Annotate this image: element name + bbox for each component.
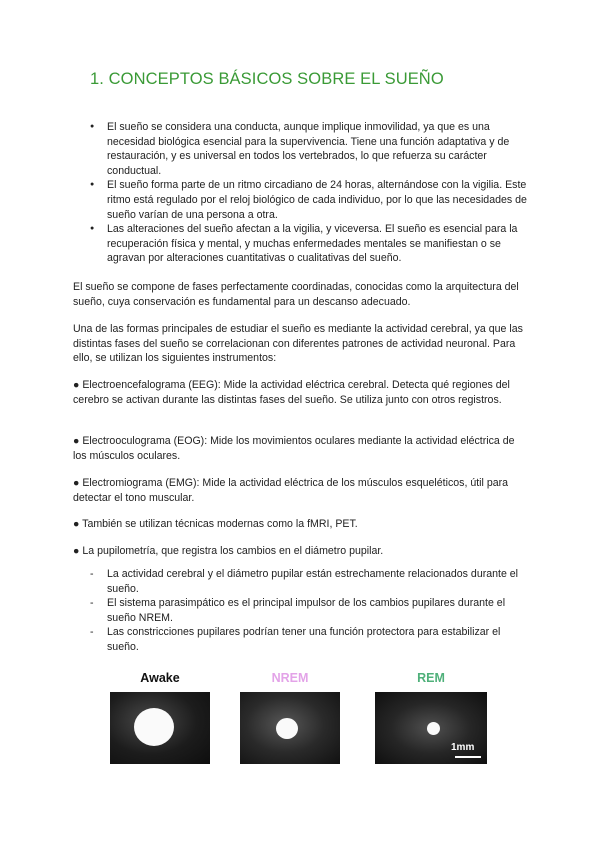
figure-panel-awake	[110, 668, 210, 768]
paragraph-eog: ● Electrooculograma (EOG): Mide los movimientos oculares mediante la actividad eléctrica de los músculos oculares.	[73, 435, 515, 462]
figure-panel-nrem	[240, 668, 340, 768]
bullet-item: ● El sueño se considera una conducta, aunque implique inmovilidad, ya que es una necesidad biológica esencial para la supervivencia. Tiene una función adaptativa y de restauración, y es universal en todos los vertebrados, lo que refuerza su carácter conductual.	[107, 120, 527, 178]
eye-image	[240, 692, 340, 764]
pupil	[276, 718, 298, 739]
paragraph-eeg: ● Electroencefalograma (EEG): Mide la actividad eléctrica cerebral. Detecta qué regiones del cerebro se activan durante las distintas fases del sueño. Se utiliza junto con otros registros.	[73, 379, 510, 406]
bullet-item: ● Las alteraciones del sueño afectan a la vigilia, y viceversa. El sueño es esencial para la recuperación física y mental, y muchas enfermedades mentales se manifiestan o se agravan por alteraciones cuantitativas o cualitativas del sueño.	[107, 222, 527, 266]
dash-item: - La actividad cerebral y el diámetro pupilar están estrechamente relacionados durante el sueño.	[107, 567, 527, 596]
dash-item: - El sistema parasimpático es el principal impulsor de los cambios pupilares durante el sueño NREM.	[107, 596, 527, 625]
bullet-item: ● El sueño forma parte de un ritmo circadiano de 24 horas, alternándose con la vigilia. Este ritmo está regulado por el reloj biológico de cada individuo, por lo que las necesidades de sueño varían de una persona a otra.	[107, 178, 527, 222]
paragraph-phases: El sueño se compone de fases perfectamente coordinadas, conocidas como la arquitectura del sueño, cuya conservación es fundamental para un descanso adecuado.	[73, 281, 519, 308]
figure-panel-rem	[375, 668, 487, 768]
paragraph-emg: ● Electromiograma (EMG): Mide la actividad eléctrica de los músculos esqueléticos, útil para detectar el tono muscular.	[73, 477, 509, 504]
dash-list	[107, 567, 527, 655]
scale-bar	[455, 756, 481, 758]
panel-label: NREM	[271, 671, 309, 685]
panel-label: Awake	[140, 671, 180, 685]
pupil	[134, 708, 174, 746]
eye-image	[110, 692, 210, 764]
bullet-list	[107, 120, 527, 266]
paragraph-study: Una de las formas principales de estudiar el sueño es mediante la actividad cerebral, ya que las distintas fases del sueño se correlacionan con diferentes patrones de actividad neuronal. Para ello, se utilizan los siguientes instrumentos:	[73, 323, 523, 365]
pupil	[427, 722, 440, 735]
eye-image	[375, 692, 487, 764]
paragraph-modern: ● También se utilizan técnicas modernas como la fMRI, PET.	[73, 518, 358, 530]
paragraph-pupil: ● La pupilometría, que registra los cambios en el diámetro pupilar.	[73, 545, 384, 557]
dash-item: - Las constricciones pupilares podrían tener una función protectora para estabilizar el sueño.	[107, 625, 527, 654]
section-heading: 1. CONCEPTOS BÁSICOS SOBRE EL SUEÑO	[90, 70, 444, 88]
panel-label: REM	[417, 671, 445, 685]
scale-label: 1mm	[451, 742, 475, 753]
